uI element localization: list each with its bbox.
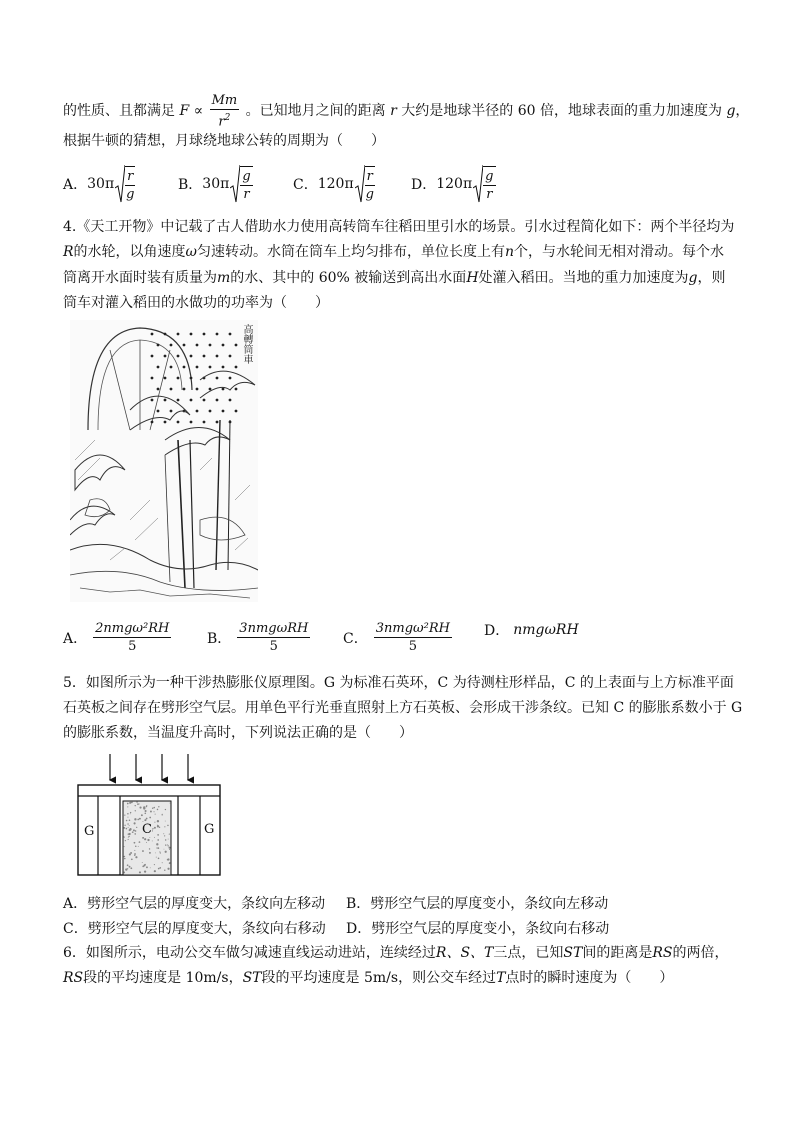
q5-option-c[interactable]: C．劈形空气层的厚度变大，条纹向右移动	[63, 921, 326, 937]
option-letter: B．	[178, 177, 203, 193]
fraction-denominator: r	[486, 186, 493, 202]
q3-text: 大约是地球半径的 60 倍，地球表面的重力加速度为	[401, 103, 722, 120]
q3-var-r: r	[390, 103, 397, 120]
sqrt-radical	[355, 164, 375, 204]
q3-fraction-numerator: Mm	[211, 93, 238, 108]
q6-text: 段的平均速度是 10m/s，	[83, 970, 243, 986]
q3-fraction-denominator	[210, 110, 240, 130]
radical-sign	[473, 164, 483, 204]
fraction-numerator: r	[366, 168, 373, 184]
q4-text: 匀速转动。水筒在筒车上均匀排布，单位长度上有	[196, 244, 505, 260]
q3-line1	[63, 92, 749, 130]
label-c: C	[142, 822, 152, 837]
option-letter: B．	[207, 630, 232, 647]
q4-var-omega: ω	[185, 244, 197, 260]
q3-text: 。已知地月之间的距离	[245, 103, 386, 120]
q4-var-g: g	[688, 270, 698, 286]
sqrt-radical	[473, 164, 495, 204]
q6-text: 三点，已知	[493, 945, 564, 961]
q3-var-F: F	[179, 103, 190, 120]
q4-line1: 4.《天工开物》中记载了古人借助水力使用高转筒车往稻田里引水的场景。引水过程简化如下：两个半径均为	[63, 219, 735, 235]
option-letter: D．	[484, 623, 510, 639]
fraction-numerator: 3nmgωRH	[239, 621, 309, 636]
q3-option-b[interactable]	[178, 164, 253, 204]
q4-text: 的水轮，以角速度	[73, 244, 186, 260]
option-fraction	[237, 620, 310, 655]
option-letter: D．	[411, 177, 437, 193]
option-fraction	[93, 620, 171, 655]
option-letter: C．	[293, 177, 318, 193]
q5-line1: 5．如图所示为一种干涉热膨胀仪原理图。G 为标准石英环，C 为待测柱形样品，C 的上表面与上方标准平面	[63, 675, 734, 691]
radical-sign	[355, 164, 365, 204]
q4-text: 处灌入稻田。当地的重力加速度为	[478, 270, 689, 286]
q6-var-ST: ST	[242, 970, 262, 986]
sqrt-fraction	[125, 166, 135, 203]
q5-option-d[interactable]: D．劈形空气层的厚度变小，条纹向右移动	[346, 921, 610, 937]
q3-den-r: r	[218, 114, 225, 130]
q4-text: 个，与水轮间无相对滑动。每个水	[514, 244, 724, 260]
water-wheel-sketch	[70, 320, 258, 602]
water-wheel-illustration	[70, 320, 258, 602]
q4-option-a[interactable]	[63, 620, 173, 655]
q4-text: ，则	[697, 270, 726, 286]
q4-var-H: H	[466, 270, 479, 286]
fraction-denominator: 5	[269, 639, 278, 654]
illustration-caption: 高轉筒車	[241, 324, 252, 364]
q3-option-c[interactable]	[293, 164, 375, 204]
interferometer-diagram	[74, 752, 224, 878]
q3-line2: 根据牛顿的猜想，月球绕地球公转的周期为（ ）	[63, 133, 385, 149]
q6-var-ST: ST	[563, 945, 583, 961]
q3-den-exp: 2	[224, 113, 231, 123]
sqrt-radical	[230, 164, 252, 204]
q4-line2	[63, 242, 724, 262]
q4-line3	[63, 268, 726, 288]
q4-text: 筒离开水面时装有质量为	[63, 270, 217, 286]
fraction-denominator: g	[126, 186, 135, 202]
q5-line2: 石英板之间存在劈形空气层。用单色平行光垂直照射上方石英板、会形成干涉条纹。已知 C 的膨胀系数小于 G	[63, 700, 743, 716]
option-expression: nmgωRH	[513, 622, 579, 638]
fraction-numerator: g	[242, 168, 251, 184]
q6-line1	[63, 943, 728, 963]
q3-text: ，	[735, 103, 750, 120]
sqrt-radical	[115, 164, 135, 204]
q6-var-RS: RS	[652, 945, 673, 961]
q3-option-a[interactable]	[63, 164, 135, 204]
interferometer-svg	[74, 752, 224, 878]
q6-var-RS: RS	[63, 970, 84, 986]
q3-var-g: g	[726, 103, 736, 120]
option-letter: A．	[63, 630, 88, 647]
q6-text: 的两倍，	[672, 945, 729, 961]
q5-line3: 的膨胀系数，当温度升高时，下列说法正确的是（ ）	[63, 725, 413, 741]
q6-points: R、S、T	[435, 945, 494, 961]
option-letter: A．	[63, 177, 88, 193]
q5-option-a[interactable]: A．劈形空气层的厚度变大，条纹向左移动	[63, 896, 326, 912]
q4-line4: 筒车对灌入稻田的水做功的功率为（ ）	[63, 295, 329, 311]
option-coefficient: 120π	[436, 176, 473, 192]
q4-option-c[interactable]	[343, 620, 454, 655]
fraction-numerator: r	[127, 168, 134, 184]
q3-proportional-symbol: ∝	[193, 103, 204, 120]
q3-text: 的性质、且都满足	[63, 103, 175, 120]
q6-text: 段的平均速度是 5m/s，则公交车经过	[261, 970, 497, 986]
radical-sign	[230, 164, 240, 204]
q4-var-n: n	[504, 244, 514, 260]
sqrt-fraction	[365, 166, 375, 203]
fraction-denominator: r	[243, 186, 250, 202]
q6-text: 间的距离是	[582, 945, 653, 961]
option-coefficient: 30π	[87, 176, 115, 192]
q6-text: 6．如图所示，电动公交车做匀减速直线运动进站，连续经过	[63, 945, 436, 961]
option-letter: C．	[343, 630, 368, 647]
q6-text: 点时的瞬时速度为（ ）	[505, 970, 674, 986]
fraction-numerator: 2nmgω²RH	[95, 621, 170, 636]
option-coefficient: 120π	[317, 176, 354, 192]
q3-fraction	[210, 92, 240, 130]
fraction-numerator: g	[485, 168, 494, 184]
q4-var-R: R	[63, 244, 74, 260]
q6-line2	[63, 968, 673, 988]
q5-option-b[interactable]: B．劈形空气层的厚度变小，条纹向左移动	[346, 896, 609, 912]
fraction-numerator: 3nmgω²RH	[375, 621, 450, 636]
q4-var-m: m	[217, 270, 231, 286]
light-arrows	[110, 754, 188, 780]
q6-var-T: T	[496, 970, 506, 986]
q4-text: 的水、其中的 60% 被输送到高出水面	[230, 270, 467, 286]
sqrt-fraction	[240, 166, 252, 203]
q3-option-d[interactable]	[411, 164, 496, 204]
option-fraction	[374, 620, 452, 655]
label-g-right: G	[204, 822, 215, 837]
radical-sign	[115, 164, 125, 204]
fraction-denominator: 5	[408, 639, 417, 654]
fraction-denominator: 5	[128, 639, 137, 654]
q4-option-b[interactable]	[207, 620, 312, 655]
sqrt-fraction	[483, 166, 495, 203]
option-coefficient: 30π	[202, 176, 230, 192]
fraction-denominator: g	[365, 186, 374, 202]
q4-option-d[interactable]	[484, 620, 579, 640]
label-g-left: G	[84, 824, 95, 839]
